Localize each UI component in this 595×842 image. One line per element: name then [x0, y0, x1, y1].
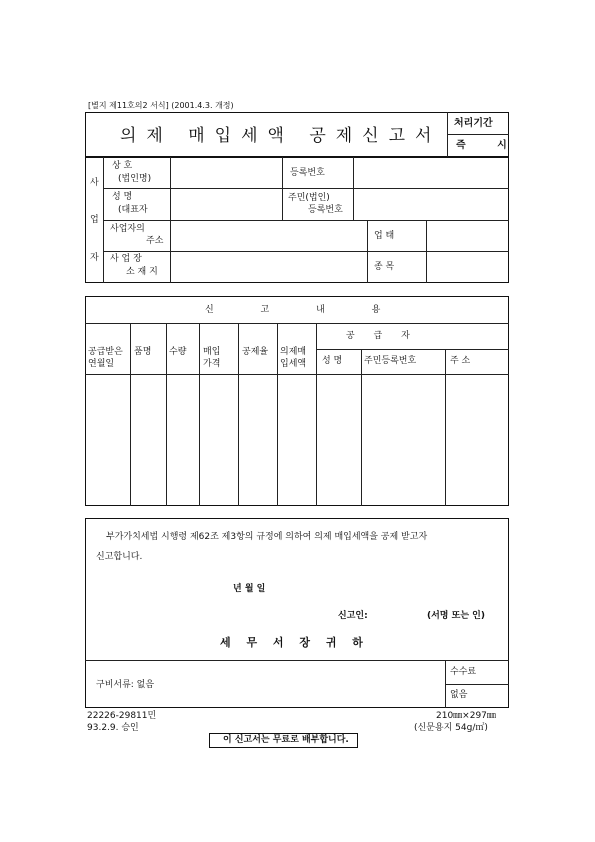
report-section-title: 신 고 내 용 — [205, 305, 403, 315]
business-side-label-2: 업 — [90, 215, 99, 225]
signature-label: (서명 또는 인) — [427, 611, 485, 621]
col-supply-date-1: 공급받은 — [88, 347, 123, 357]
supplier-group-title: 공 급 자 — [346, 331, 418, 341]
resident-no-label-2: 등록번호 — [308, 205, 343, 215]
name-label: 성 명 — [112, 192, 133, 202]
trade-name-label: 상 호 — [112, 161, 133, 171]
business-type-label: 업 태 — [374, 231, 395, 241]
form-header-note: [별지 제11호의2 서식] (2001.4.3. 개정) — [88, 101, 234, 110]
address-label-1: 사업자의 — [110, 224, 145, 234]
business-side-label-3: 자 — [90, 253, 99, 263]
footer-approval: 93.2.9. 승인 — [87, 723, 139, 733]
col-supplier-address: 주 소 — [450, 356, 471, 366]
col-supply-date-2: 연월일 — [88, 359, 115, 369]
reg-no-label: 등록번호 — [290, 168, 325, 178]
footer-paper-size: 210㎜×297㎜ — [436, 711, 496, 721]
date-line: 년 월 일 — [233, 584, 266, 594]
col-price-1: 매입 — [203, 347, 221, 357]
recipient-line: 세 무 서 장 귀 하 — [220, 636, 369, 649]
declaration-text-line-2: 신고합니다. — [96, 552, 143, 562]
fee-value: 없음 — [450, 690, 468, 700]
representative-label: (대표자 — [118, 205, 148, 215]
col-supplier-reg: 주민등록번호 — [364, 356, 417, 366]
corp-name-label: (법인명) — [118, 174, 152, 184]
col-rate: 공제율 — [242, 347, 269, 357]
form-title: 의제 매입세액 공제신고서 — [120, 126, 442, 146]
fee-label: 수수료 — [450, 667, 477, 677]
reporter-label: 신고인: — [338, 611, 368, 621]
col-price-2: 가격 — [203, 359, 221, 369]
business-side-label-1: 사 — [90, 178, 99, 188]
location-label-1: 사 업 장 — [110, 254, 142, 264]
footer-paper-type: (신문용지 54g/㎡) — [414, 723, 488, 733]
free-distribution-notice: 이 신고서는 무료로 배부합니다. — [209, 733, 358, 748]
resident-no-label: 주민(법인) — [288, 193, 330, 203]
col-tax-2: 입세액 — [280, 359, 307, 369]
col-item: 품명 — [134, 347, 152, 357]
footer-form-code: 22226-29811민 — [87, 711, 157, 721]
processing-period-value: 즉 시 — [456, 140, 521, 151]
processing-period-label: 처리기간 — [454, 118, 493, 129]
address-label-2: 주소 — [146, 236, 164, 246]
location-label-2: 소 재 지 — [126, 267, 158, 277]
col-supplier-name: 성 명 — [322, 356, 343, 366]
col-quantity: 수량 — [169, 347, 187, 357]
item-label: 종 목 — [374, 262, 395, 272]
declaration-text-line-1: 부가가치세법 시행령 제62조 제3항의 규정에 의하여 의제 매입세액을 공제 받고자 — [106, 532, 428, 542]
attachments-label: 구비서류: 없음 — [96, 680, 155, 690]
col-tax-1: 의제매 — [280, 347, 307, 357]
